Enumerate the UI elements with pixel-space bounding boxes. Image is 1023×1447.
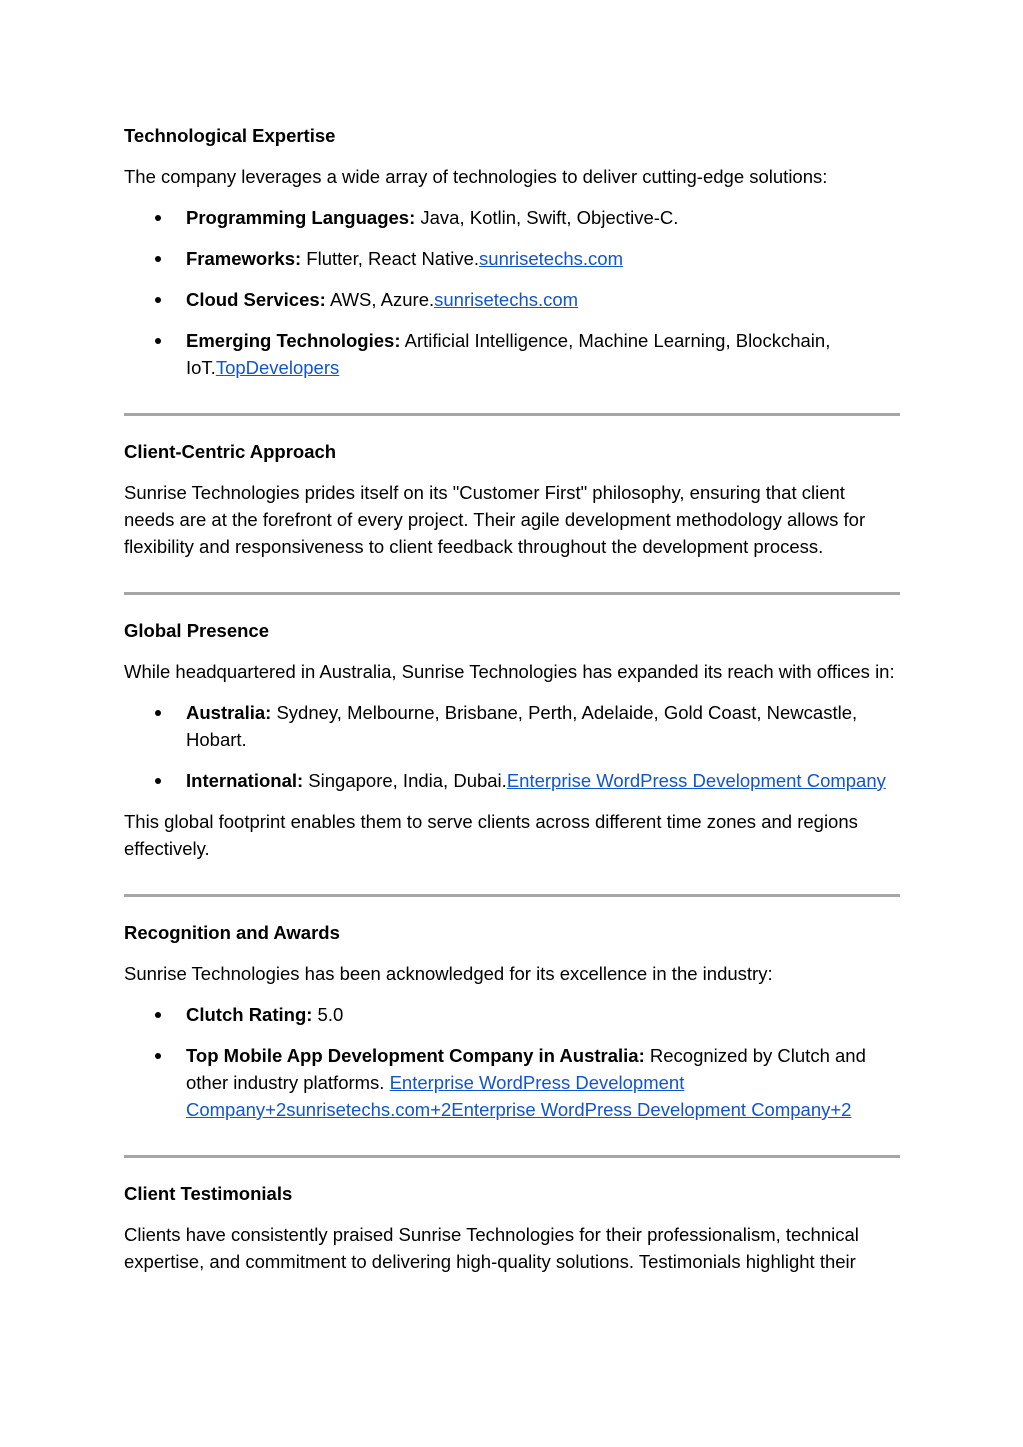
global-list (124, 699, 900, 794)
item-text: Singapore, India, Dubai. (303, 770, 507, 791)
list-item (124, 245, 900, 272)
item-label: Frameworks: (186, 248, 302, 269)
item-label: Emerging Technologies: (186, 330, 401, 351)
awards-intro: Sunrise Technologies has been acknowledged for its excellence in the industry: (124, 963, 773, 984)
section-divider (124, 1155, 900, 1158)
bullet-icon (155, 215, 161, 221)
item-label: Cloud Services: (186, 289, 326, 310)
section-divider (124, 894, 900, 897)
list-item (124, 286, 900, 313)
global-intro: While headquartered in Australia, Sunrise Technologies has expanded its reach with offices in: (124, 661, 895, 682)
bullet-icon (155, 256, 161, 262)
item-text: AWS, Azure. (325, 289, 435, 310)
item-label: Clutch Rating: (186, 1004, 313, 1025)
global-outro: This global footprint enables them to serve clients across different time zones and regions effectively. (124, 811, 858, 859)
list-item (124, 1001, 900, 1028)
section-heading-tech: Technological Expertise (124, 125, 336, 146)
tech-list (124, 204, 900, 381)
section-heading-awards: Recognition and Awards (124, 922, 340, 943)
item-text: Sydney, Melbourne, Brisbane, Perth, Adelaide, Gold Coast, Newcastle, Hobart. (186, 702, 858, 750)
source-link[interactable]: sunrisetechs.com (434, 289, 579, 310)
item-text: 5.0 (312, 1004, 344, 1025)
item-label: Programming Languages: (186, 207, 416, 228)
source-link[interactable]: Enterprise WordPress Development Company+2sunrisetechs.com+2Enterprise WordPress Development Company+2 (186, 1072, 852, 1120)
item-text: Flutter, React Native. (301, 248, 480, 269)
list-item (124, 1042, 900, 1123)
section-divider (124, 592, 900, 595)
item-text: Java, Kotlin, Swift, Objective-C. (415, 207, 679, 228)
list-item (124, 767, 900, 794)
client-body: Sunrise Technologies prides itself on its "Customer First" philosophy, ensuring that client needs are at the forefront of every project. Their agile development methodology allows for flexibility and responsiveness to client feedback throughout the development process. (124, 482, 866, 557)
list-item (124, 327, 900, 381)
bullet-icon (155, 1012, 161, 1018)
bullet-icon (155, 1053, 161, 1059)
bullet-icon (155, 297, 161, 303)
tech-intro: The company leverages a wide array of technologies to deliver cutting-edge solutions: (124, 166, 828, 187)
source-link[interactable]: Enterprise WordPress Development Company (506, 770, 886, 791)
source-link[interactable]: sunrisetechs.com (479, 248, 623, 269)
item-label: Top Mobile App Development Company in Australia: (186, 1045, 645, 1066)
bullet-icon (155, 778, 161, 784)
item-label: International: (186, 770, 304, 791)
item-text: Recognized by Clutch and other industry platforms. (186, 1045, 866, 1093)
section-divider (124, 413, 900, 416)
section-heading-global: Global Presence (124, 620, 269, 641)
bullet-icon (155, 338, 161, 344)
awards-list (124, 1001, 900, 1123)
source-link[interactable]: TopDevelopers (215, 357, 340, 378)
bullet-icon (155, 710, 161, 716)
list-item (124, 699, 900, 753)
section-heading-testimonials: Client Testimonials (124, 1183, 293, 1204)
item-text: Artificial Intelligence, Machine Learning, Blockchain, IoT. (186, 330, 831, 378)
document-content (124, 122, 900, 1289)
section-heading-client: Client-Centric Approach (124, 441, 337, 462)
list-item (124, 204, 900, 231)
testimonials-body: Clients have consistently praised Sunrise Technologies for their professionalism, technical expertise, and commitment to delivering high-quality solutions. Testimonials highlight their (124, 1224, 859, 1272)
item-label: Australia: (186, 702, 272, 723)
